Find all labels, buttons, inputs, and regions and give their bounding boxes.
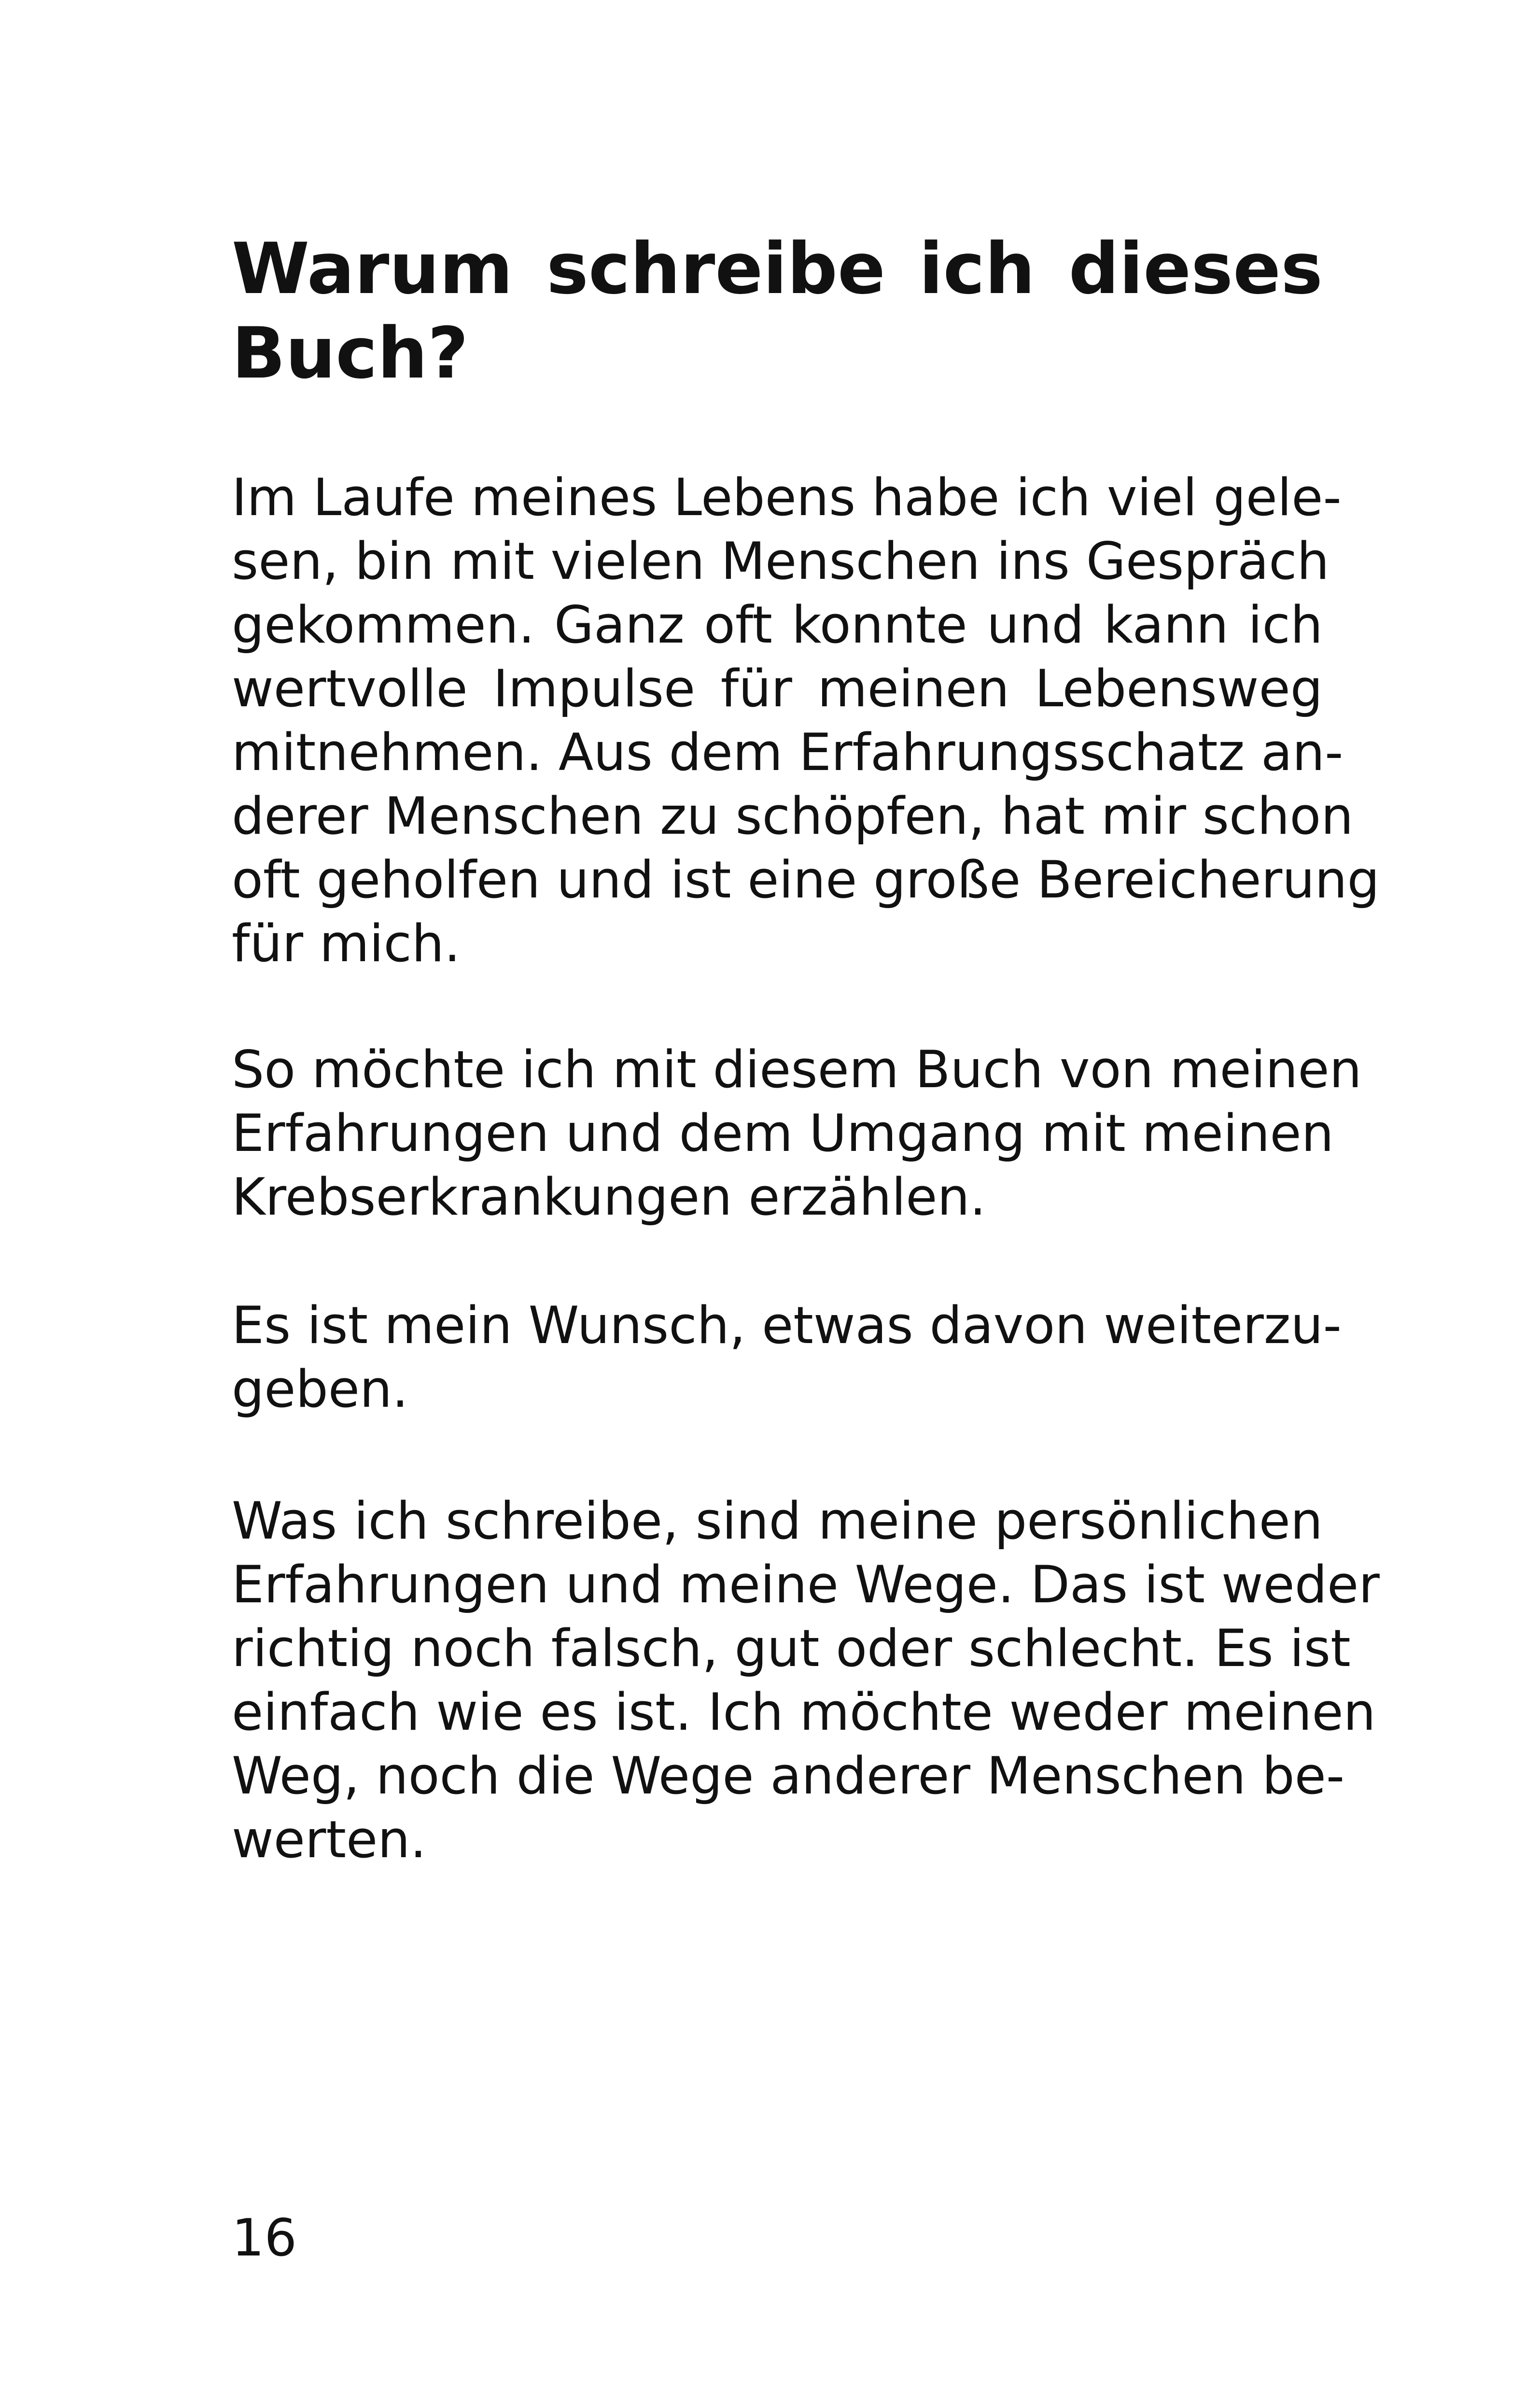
paragraph-line: Erfahrungen und dem Umgang mit meinen bbox=[232, 1104, 1334, 1163]
paragraph-2 bbox=[232, 1038, 1362, 1229]
paragraph-line: sen, bin mit vielen Menschen ins Gespräch bbox=[232, 532, 1330, 591]
paragraph-4 bbox=[232, 1489, 1380, 1872]
paragraph-line: werten. bbox=[232, 1810, 427, 1869]
page-number: 16 bbox=[232, 2208, 297, 2268]
paragraph-line: So möchte ich mit diesem Buch von meinen bbox=[232, 1040, 1362, 1099]
paragraph-line: Krebserkrankungen erzählen. bbox=[232, 1167, 986, 1227]
paragraph-3 bbox=[232, 1294, 1342, 1421]
paragraph-line: Im Laufe meines Lebens habe ich viel gele- bbox=[232, 468, 1342, 527]
paragraph-line: Was ich schreibe, sind meine persönlichen bbox=[232, 1491, 1323, 1551]
heading-line-1: Warum schreibe ich dieses bbox=[232, 228, 1323, 310]
paragraph-line: wertvolle Impulse für meinen Lebensweg bbox=[232, 659, 1323, 718]
paragraph-line: für mich. bbox=[232, 914, 461, 973]
chapter-heading bbox=[232, 227, 1323, 396]
paragraph-line: Es ist mein Wunsch, etwas davon weiterzu- bbox=[232, 1296, 1342, 1355]
paragraph-line: einfach wie es ist. Ich möchte weder meinen bbox=[232, 1682, 1376, 1742]
paragraph-line: Weg, noch die Wege anderer Menschen be- bbox=[232, 1746, 1345, 1806]
paragraph-line: geben. bbox=[232, 1359, 408, 1419]
paragraph-line: derer Menschen zu schöpfen, hat mir schon bbox=[232, 786, 1354, 846]
paragraph-line: oft geholfen und ist eine große Bereicherung bbox=[232, 850, 1380, 910]
heading-line-2: Buch? bbox=[232, 312, 469, 394]
paragraph-1 bbox=[232, 466, 1380, 976]
paragraph-line: gekommen. Ganz oft konnte und kann ich bbox=[232, 595, 1323, 655]
paragraph-line: richtig noch falsch, gut oder schlecht. Es ist bbox=[232, 1619, 1351, 1678]
paragraph-line: Erfahrungen und meine Wege. Das ist weder bbox=[232, 1555, 1380, 1614]
paragraph-line: mitnehmen. Aus dem Erfahrungsschatz an- bbox=[232, 723, 1344, 782]
